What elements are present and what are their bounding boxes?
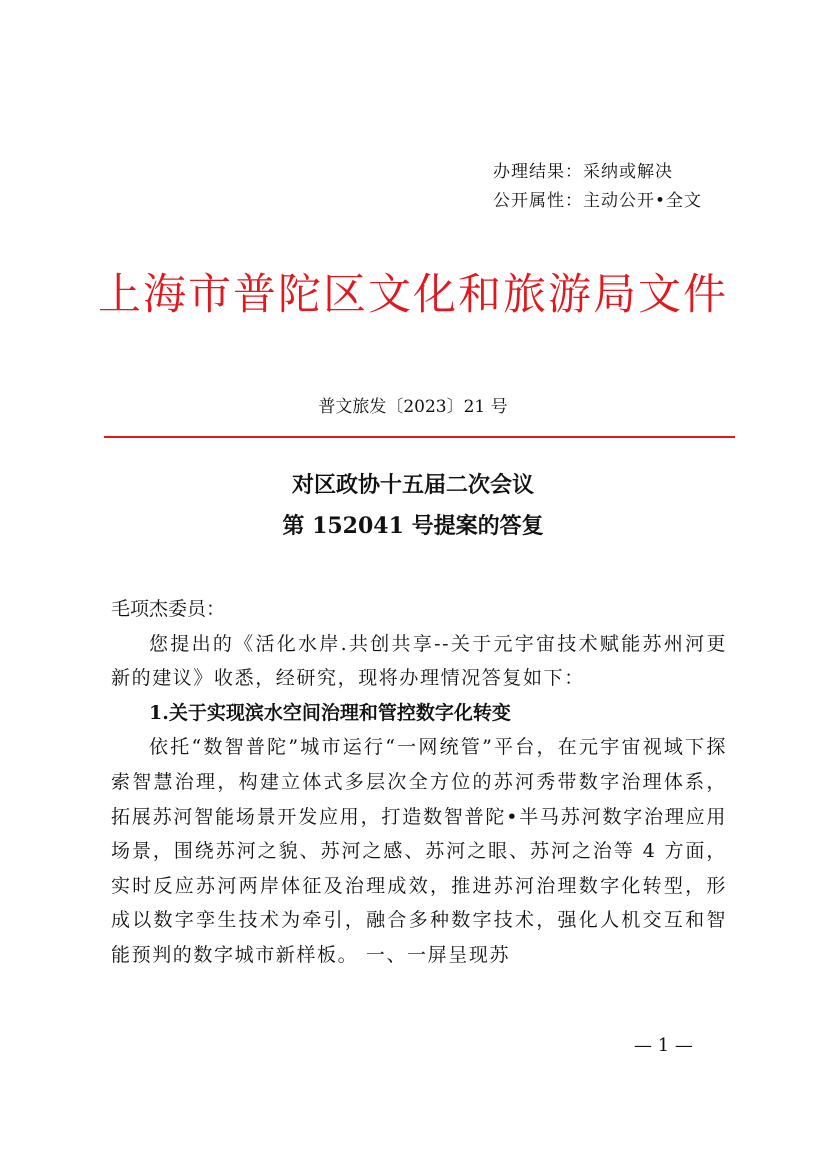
red-divider-line <box>104 436 735 438</box>
issuer-header: 上海市普陀区文化和旅游局文件 <box>98 270 728 320</box>
handling-result: 办理结果：采纳或解决 <box>493 162 673 182</box>
page-number: — 1 — <box>634 1035 693 1056</box>
intro-paragraph: 您提出的《活化水岸.共创共享--关于元宇宙技术赋能苏州河更新的建议》收悉，经研究，现将办理情况答复如下： <box>111 632 727 690</box>
disclosure-attribute: 公开属性：主动公开•全文 <box>493 191 703 211</box>
section-paragraph: 依托“数智普陀”城市运行“一网统管”平台，在元宇宙视域下探索智慧治理，构建立体式多层次全方位的苏河秀带数字治理体系，拓展苏河智能场景开发应用，打造数智普陀•半马苏河数字治理应用场景，围绕苏河之貌、苏河之感、苏河之眼、苏河之治等 4 方面，实时反应苏河两岸体征及治理成效，推进苏河治理数字化转型，形成以数字孪生技术为牵引，融合多种数字技术，强化人机交互和智能预判的数字城市新样板。 一、一屏呈现苏 <box>111 736 727 966</box>
salutation: 毛项杰委员： <box>111 598 226 620</box>
section-heading: 1.关于实现滨水空间治理和管控数字化转变 <box>149 701 511 724</box>
document-body <box>111 592 727 973</box>
document-title-line-2: 第 152041 号提案的答复 <box>282 513 544 539</box>
document-number: 普文旅发〔2023〕21 号 <box>318 397 508 417</box>
document-title-line-1: 对区政协十五届二次会议 <box>291 472 534 498</box>
document-metadata <box>493 158 702 216</box>
